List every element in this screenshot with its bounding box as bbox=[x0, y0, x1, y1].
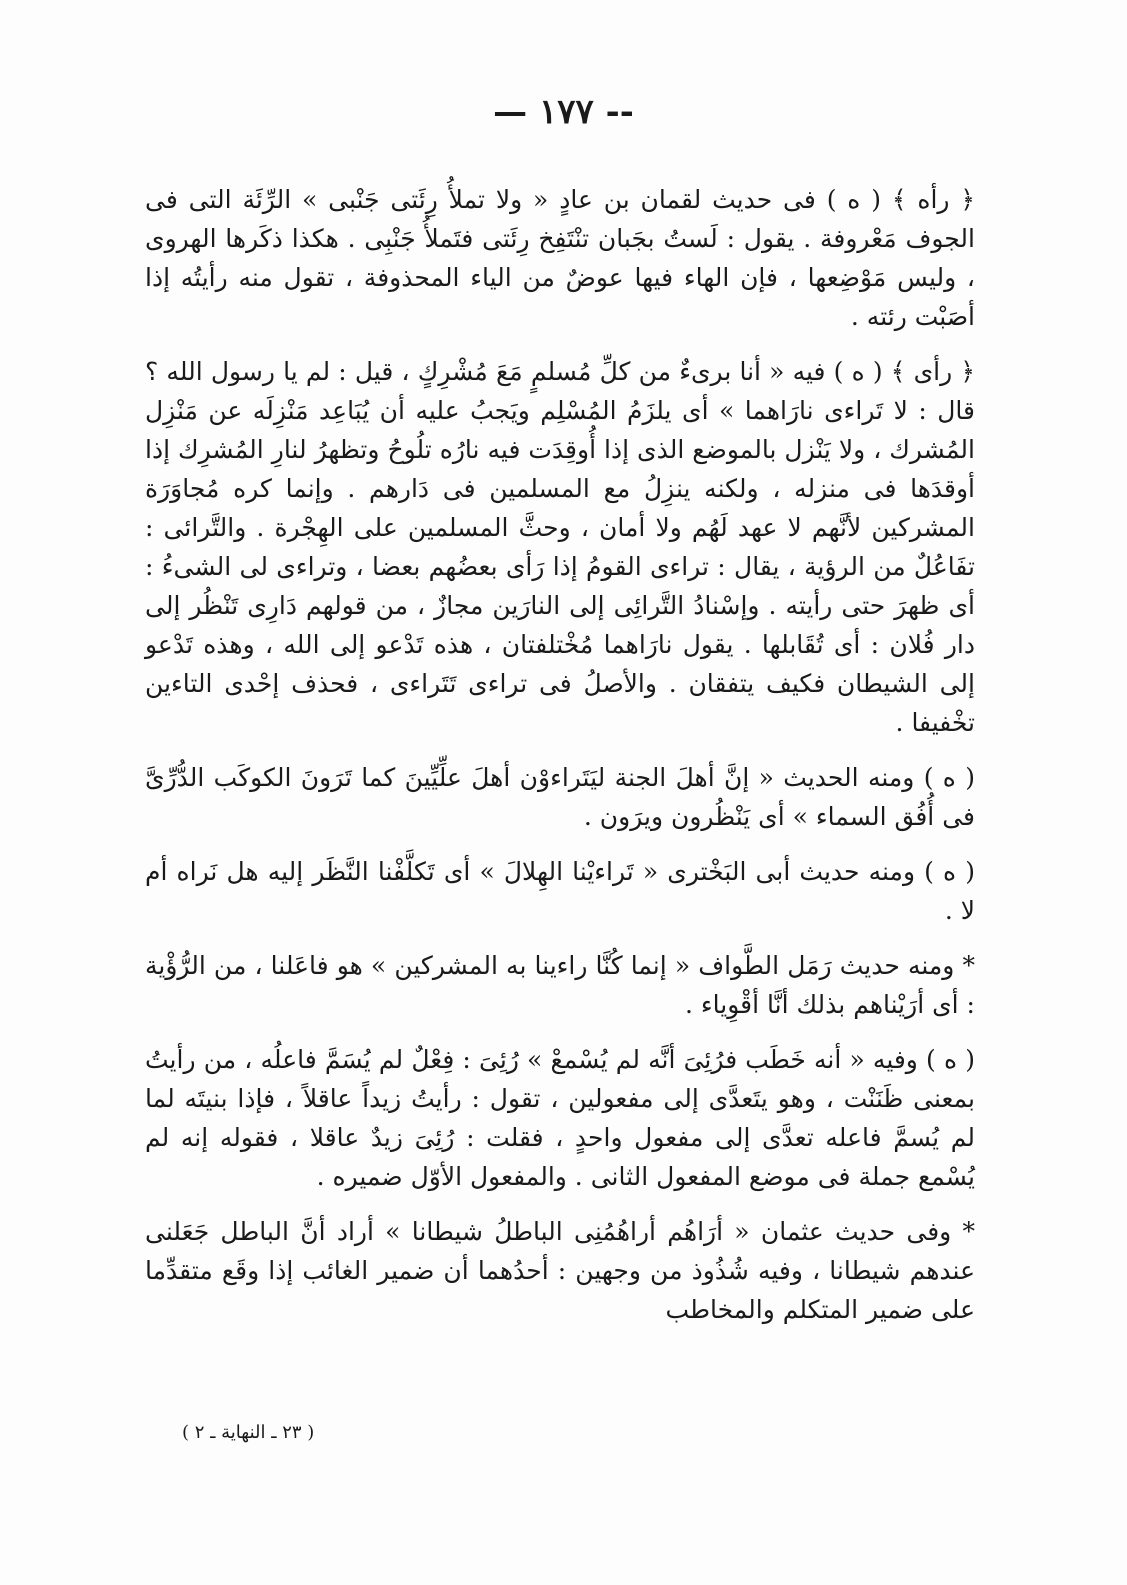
hadith-paragraph-uthman: * وفى حديث عثمان « أرَاهُم أراهُمُنِى الباطلُ شيطانا » أراد أنَّ الباطل جَعَلنى عندهم شيطانا ، وفيه شُذُوذ من وجهين : أحدُهما أن ضمير الغائب إذا وقَع متقدِّما على ضمير المتكلم والمخاطب bbox=[145, 1217, 975, 1324]
footer-signature: ( ٢٣ ـ النهاية ـ ٢ ) bbox=[182, 1422, 315, 1443]
hadith-paragraph-khutba: ( ه ) وفيه « أنه خَطَب فرُئِىَ أنَّه لم يُسْمعْ » رُئِىَ : فِعْلٌ لم يُسَمَّ فاعلُه ، من رأيتُ بمعنى ظَنَنْت ، وهو يتَعدَّى إلى مفعولين ، تقول : رأيتُ زيداً عاقلاً ، فإذا بنيتَه لما لم يُسمَّ فاعله تعدَّى إلى مفعول واحدٍ ، فقلت : رُئِىَ زيدٌ عاقلا ، فقوله إنه لم يُسْمع جملة فى موضع المفعول الثانى . والمفعول الأوّل ضميره . bbox=[145, 1045, 975, 1191]
body-text bbox=[145, 180, 975, 1337]
page-number: — ١٧٧ -- bbox=[493, 92, 634, 132]
entry-paragraph-raa: ﴿ رأى ﴾ ( ه ) فيه « أنا برىءٌ من كلِّ مُسلمٍ مَعَ مُشْرِكٍ ، قيل : لم يا رسول الله ؟ قال : لا تَراءى نارَاهما » أى يلزَمُ المُسْلِم ويَجبُ عليه أن يُبَاعِد مَنْزِلَه عن مَنْزِل المُشرك ، ولا يَنْزل بالموضع الذى إذا أُوقِدَت فيه نارُه تلُوحُ وتظهرُ لنارِ المُشرِك إذا أوقدَها فى منزله ، ولكنه ينزِلُ مع المسلمين فى دَارهم . وإنما كره مُجاوَرَة المشركين لأنَّهم لا عهد لَهُم ولا أمان ، وحثَّ المسلمين على الهِجْرة . والتَّرائى : تفَاعُلٌ من الرؤية ، يقال : تراءى القومُ إذا رَأى بعضُهم بعضا ، وتراءى لى الشىءُ : أى ظهرَ حتى رأيته . وإسْنادُ التَّرائِى إلى النارَين مجازٌ ، من قولهم دَارِى تَنْظُر إلى دار فُلان : أى تُقَابلها . يقول نارَاهما مُخْتلفتان ، هذه تَدْعو إلى الله ، وهذه تَدْعو إلى الشيطان فكيف يتفقان . والأصلُ فى تراءى تَتَراءى ، فحذف إحْدى التاءين تخْفيفا . bbox=[145, 357, 975, 737]
entry-paragraph-rah: ﴿ رأه ﴾ ( ه ) فى حديث لقمان بن عادٍ « ولا تملأُ رِئَتى جَنْبى » الرِّئَة التى فى الجوف مَعْروفة . يقول : لَستُ بجَبان تنْتَفِخ رِئَتى فتَملأُ جَنْبِى . هكذا ذكَرها الهروى ، وليس مَوْضِعها ، فإن الهاء فيها عوضٌ من الياء المحذوفة ، تقول منه رأيتُه إذا أصَبْت رئته . bbox=[145, 185, 975, 331]
hadith-paragraph-jannah: ( ه ) ومنه الحديث « إنَّ أهلَ الجنة ليَتَراءوْن أهلَ علِّيِّينَ كما تَرَونَ الكوكَب الدُّرِّىَّ فى أُفُق السماء » أى يَنْظُرون ويرَون . bbox=[145, 763, 975, 831]
hadith-paragraph-tawaf: * ومنه حديث رَمَل الطَّواف « إنما كُنَّا راءينا به المشركين » هو فاعَلنا ، من الرُّؤْية : أى أرَيْناهم بذلك أنَّا أقْوِياء . bbox=[145, 951, 975, 1019]
hadith-paragraph-hilal: ( ه ) ومنه حديث أبى البَخْترى « تَراءيْنا الهِلالَ » أى تَكلَّفْنا النَّظَر إليه هل نَراه أم لا . bbox=[145, 857, 975, 925]
